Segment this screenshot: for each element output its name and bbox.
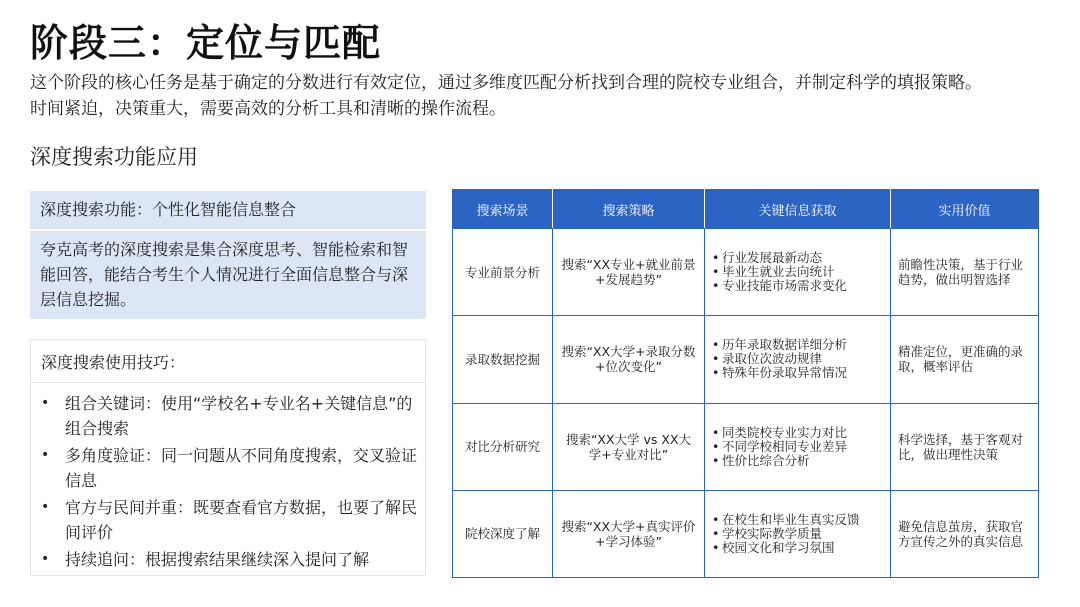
table-row <box>453 229 1039 316</box>
info-item: • 毕业生就业去向统计 <box>712 265 883 279</box>
cell-strategy: 搜索“XX大学+录取分数+位次变化” <box>553 316 705 403</box>
tips-heading: 深度搜索使用技巧： <box>41 353 186 372</box>
bullet-icon: • <box>41 447 50 463</box>
header-strategy: 搜索策略 <box>553 190 705 229</box>
tip-text: 官方与民间并重：既要查看官方数据，也要了解民间评价 <box>65 498 418 542</box>
bullet-icon: • <box>41 395 50 411</box>
intro-line-1: 这个阶段的核心任务是基于确定的分数进行有效定位，通过多维度匹配分析找到合理的院校专业组合，并制定科学的填报策略。 <box>30 73 982 93</box>
tip-item <box>41 443 417 493</box>
cell-scene: 对比分析研究 <box>453 403 553 490</box>
header-info: 关键信息获取 <box>705 190 891 229</box>
info-item: • 专业技能市场需求变化 <box>712 279 883 293</box>
info-item: • 同类院校专业实力对比 <box>712 426 883 440</box>
table-row <box>453 403 1039 490</box>
table-header-row <box>453 190 1039 229</box>
cell-strategy: 搜索“XX大学 vs XX大学+专业对比” <box>553 403 705 490</box>
cell-scene: 录取数据挖掘 <box>453 316 553 403</box>
tip-item <box>41 495 417 545</box>
cell-info <box>705 403 891 490</box>
tip-text: 多角度验证：同一问题从不同角度搜索，交叉验证信息 <box>65 446 418 490</box>
cell-value: 前瞻性决策，基于行业趋势，做出明智选择 <box>891 229 1039 316</box>
info-item: • 历年录取数据详细分析 <box>712 338 883 352</box>
cell-value: 科学选择，基于客观对比，做出理性决策 <box>891 403 1039 490</box>
cell-value: 精准定位，更准确的录取，概率评估 <box>891 316 1039 403</box>
info-item: • 行业发展最新动态 <box>712 251 883 265</box>
tips-card <box>30 339 426 576</box>
header-value: 实用价值 <box>891 190 1039 229</box>
cell-value: 避免信息茧房，获取官方宣传之外的真实信息 <box>891 490 1039 577</box>
info-item: • 在校生和毕业生真实反馈 <box>712 513 883 527</box>
cell-info <box>705 229 891 316</box>
info-item: • 性价比综合分析 <box>712 454 883 468</box>
info-item: • 学校实际教学质量 <box>712 527 883 541</box>
tip-item <box>41 547 417 572</box>
tip-item <box>41 391 417 441</box>
tips-list <box>31 383 425 572</box>
tip-text: 组合关键词：使用“学校名+专业名+关键信息”的组合搜索 <box>65 394 413 438</box>
feature-heading: 深度搜索功能：个性化智能信息整合 <box>40 200 297 219</box>
table-row <box>453 316 1039 403</box>
tip-text: 持续追问：根据搜索结果继续深入提问了解 <box>65 550 370 569</box>
info-item: • 特殊年份录取异常情况 <box>712 366 883 380</box>
feature-description: 夸克高考的深度搜索是集合深度思考、智能检索和智能回答，能结合考生个人情况进行全面信息整合与深层信息挖掘。 <box>40 240 409 309</box>
intro-line-2: 时间紧迫，决策重大，需要高效的分析工具和清晰的操作流程。 <box>30 99 506 119</box>
info-item: • 不同学校相同专业差异 <box>712 440 883 454</box>
cell-scene: 专业前景分析 <box>453 229 553 316</box>
bullet-icon: • <box>41 551 50 567</box>
info-item: • 校园文化和学习氛围 <box>712 541 883 555</box>
cell-strategy: 搜索“XX大学+真实评价+学习体验” <box>553 490 705 577</box>
cell-strategy: 搜索“XX专业+就业前景+发展趋势” <box>553 229 705 316</box>
search-strategy-table <box>452 189 1039 578</box>
table-row <box>453 490 1039 577</box>
page-title: 阶段三：定位与匹配 <box>30 21 382 65</box>
feature-card <box>30 191 426 319</box>
cell-info <box>705 316 891 403</box>
info-item: • 录取位次波动规律 <box>712 352 883 366</box>
cell-scene: 院校深度了解 <box>453 490 553 577</box>
cell-info <box>705 490 891 577</box>
intro-paragraph <box>30 70 1060 122</box>
header-scene: 搜索场景 <box>453 190 553 229</box>
bullet-icon: • <box>41 499 50 515</box>
section-title: 深度搜索功能应用 <box>30 145 198 169</box>
